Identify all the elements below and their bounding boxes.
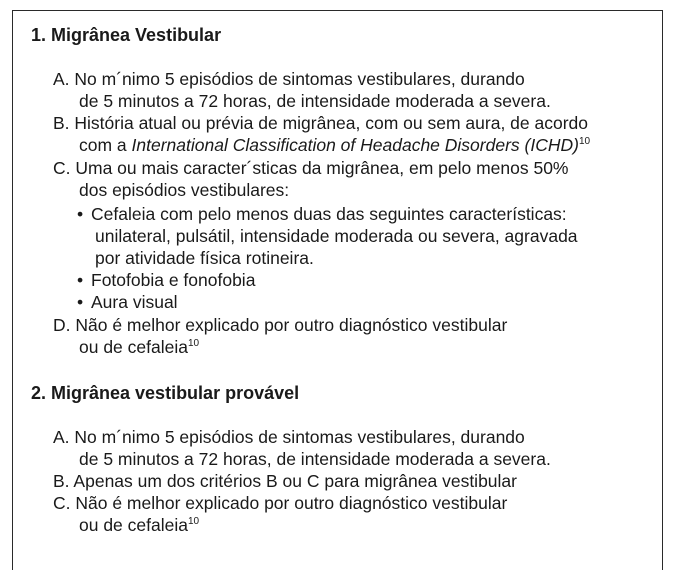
- s1-criterion-c-line1: C. Uma ou mais caracter´sticas da migrânea, em pelo menos 50%: [53, 158, 569, 178]
- s1-criterion-d-line2: [79, 336, 199, 358]
- s1-criterion-a-line2: de 5 minutos a 72 horas, de intensidade moderada a severa.: [79, 91, 551, 111]
- s1-criterion-c-line2: dos episódios vestibulares:: [79, 180, 290, 200]
- s1-criterion-d-reference: 10: [187, 338, 200, 350]
- s1-criterion-a-line1: A. No m´nimo 5 episódios de sintomas vestibulares, durando: [53, 69, 525, 89]
- bullet-icon: •: [77, 270, 84, 290]
- s1-criterion-d-line1: D. Não é melhor explicado por outro diagnóstico vestibular: [53, 315, 508, 335]
- s1-bullet-2: [77, 269, 255, 291]
- s1-criterion-b-reference: 10: [578, 136, 591, 148]
- s2-criterion-b-line1: B. Apenas um dos critérios B ou C para migrânea vestibular: [53, 471, 517, 491]
- s1-criterion-b-line2: [79, 134, 590, 156]
- s2-criterion-a-line1: A. No m´nimo 5 episódios de sintomas vestibulares, durando: [53, 427, 525, 447]
- s2-criterion-a-line2: de 5 minutos a 72 horas, de intensidade moderada a severa.: [79, 449, 551, 469]
- s1-criterion-b-prefix: com a: [79, 135, 132, 155]
- s2-criterion-c-line2: [79, 514, 199, 536]
- bullet-icon: •: [77, 204, 84, 224]
- section-2-title: 2. Migrânea vestibular provável: [31, 383, 300, 403]
- s1-bullet-3: [77, 291, 178, 313]
- s2-criterion-c-text: ou de cefaleia: [79, 515, 188, 535]
- s1-criterion-b-line1: B. História atual ou prévia de migrânea, com ou sem aura, de acordo: [53, 113, 589, 133]
- bullet-icon: •: [77, 292, 84, 312]
- s1-criterion-d-text: ou de cefaleia: [79, 337, 188, 357]
- s1-bullet-1-line2: unilateral, pulsátil, intensidade moderada ou severa, agravada: [95, 226, 578, 246]
- s1-bullet-1-line1: [77, 203, 567, 225]
- s1-bullet-1-line3: por atividade física rotineira.: [95, 248, 314, 268]
- criteria-box: [12, 10, 663, 570]
- section-1-title: 1. Migrânea Vestibular: [31, 25, 222, 45]
- s1-bullet-2-text: Fotofobia e fonofobia: [91, 270, 256, 290]
- s2-criterion-c-line1: C. Não é melhor explicado por outro diagnóstico vestibular: [53, 493, 508, 513]
- s1-criterion-b-classification: International Classification of Headache Disorders (ICHD): [131, 135, 579, 155]
- s1-bullet-1-text: Cefaleia com pelo menos duas das seguintes características:: [91, 204, 567, 224]
- s1-bullet-3-text: Aura visual: [91, 292, 178, 312]
- s2-criterion-c-reference: 10: [187, 516, 200, 528]
